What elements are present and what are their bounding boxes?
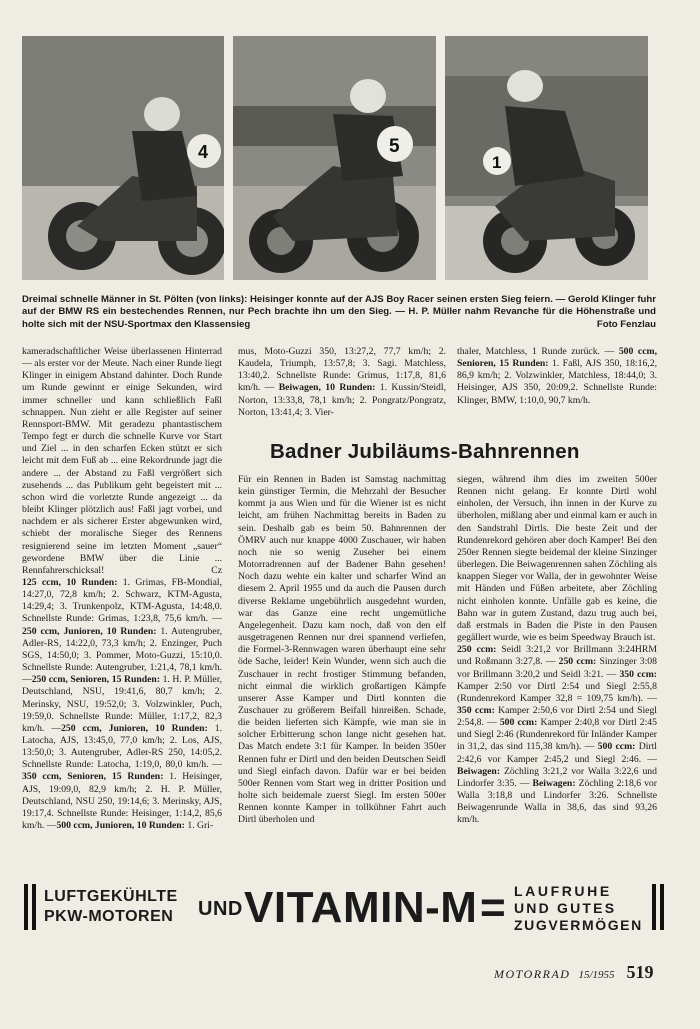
result-heading: 500 ccm: <box>597 741 636 753</box>
result-text: Kamper 2:50,6 vor Dirtl 2:54 und Siegl 2:54,8. — <box>457 704 657 729</box>
result-heading: 125 ccm, 10 Runden: <box>22 576 118 588</box>
ad-left-line-1: LUFTGEKÜHLTE <box>44 888 178 905</box>
result-text: 1. Latocha, AJS, 13:45,0, 77,0 km/h; 2. Los, AJS, 13:50,0; 3. Autengruber, Adler-RS 250, 14:05,2. Schnellste Runde: Latocha, 1:19,0, 80,0 km/h. — <box>22 722 223 771</box>
ad-vitamin-m: VITAMIN-M <box>244 883 478 932</box>
col1-signature: Cz <box>211 564 222 576</box>
result-heading: 350 ccm: <box>457 704 495 716</box>
result-heading: 250 ccm, Senioren, 15 Runden: <box>31 674 161 686</box>
result-heading: Beiwagen, 10 Runden: <box>278 382 376 394</box>
result-heading: 350 ccm, Senioren, 15 Runden: <box>22 771 164 783</box>
ad-bar-left-2 <box>32 884 36 930</box>
result-heading: 250 ccm: <box>457 644 497 656</box>
col3-results <box>457 644 657 826</box>
photo-mueller-image <box>445 36 648 280</box>
col1-paragraph <box>22 346 222 577</box>
col3-signature: HRM <box>634 644 657 656</box>
ad-bar-right-1 <box>652 884 656 930</box>
result-heading: Beiwagen: <box>532 777 576 789</box>
ad-bar-left-1 <box>24 884 28 930</box>
photo-number-5: 5 <box>389 136 400 157</box>
footer-issue: 15/1955 <box>578 969 615 981</box>
result-heading: 250 ccm, Junioren, 10 Runden: <box>61 722 208 734</box>
result-heading: 250 ccm: <box>558 656 597 668</box>
col2-top-results <box>238 346 446 419</box>
ad-und: UND <box>198 898 243 920</box>
result-heading: 500 ccm, Senioren, 15 Runden: <box>457 346 658 370</box>
result-heading: 500 ccm, Junioren, 10 Runden: <box>56 820 185 832</box>
result-heading: 350 ccm: <box>619 668 658 680</box>
photo-heisinger <box>22 36 224 280</box>
result-text: Seidl 3:21,2 vor Brillmann 3:24 und Roßmann 3:27,8. — <box>457 644 635 668</box>
result-text: Sinzinger 3:08 vor Brillmann 3:20,2 und Seidl 3:21. — <box>457 656 657 680</box>
column-right-top <box>457 346 657 407</box>
column-right-article <box>457 474 657 827</box>
page-number: 519 <box>626 962 654 982</box>
result-text: thaler, Matchless, 1 Runde zurück. — <box>457 346 615 357</box>
photo-credit: Foto Fenzlau <box>596 318 656 330</box>
ad-left-line-2: PKW-MOTOREN <box>44 908 174 925</box>
page-footer <box>494 962 654 983</box>
result-text: 1. Faßl, AJS 350, 18:16,2, 86,9 km/h; 2. Volzwinkler, Matchless, 18:44,0; 3. Heisinger, AJS 350, 20:09,2. Schnellste Runde: Klinger, BMW, 1:10,0, 90,7 km/h. <box>457 358 657 406</box>
photo-number-1: 1 <box>492 153 502 172</box>
ad-right-line-3: ZUGVERMÖGEN <box>514 917 643 933</box>
ad-right-line-2: UND GUTES <box>514 900 617 916</box>
advertisement-banner <box>22 876 666 940</box>
caption-text: Dreimal schnelle Männer in St. Pölten (von links): Heisinger konnte auf der AJS Boy Racer seinen ersten Sieg feiern. — Gerold Klinger fuhr auf der BMW RS ein bestechendes Rennen, nur Pech brachte ihn um den Sieg. — H. P. Müller nahm Revanche für die Höhenstraße und holte sich mit der NSU-Sportmax den Klassensieg <box>22 294 656 330</box>
result-text: 1. H. P. Müller, Deutschland, NSU, 19:41,6, 80,7 km/h; 2. Merinsky, NSU, 19:52,0; 3. Volzwinkler, Puch, 19:59,0. Schnellste Runde: Müller, 1:17,2, 82,3 km/h. — <box>22 674 222 734</box>
col2-article-text: Für ein Rennen in Baden ist Samstag nachmittag kein günstiger Termin, die Mehrzahl der Besucher kommt ja aus Wien und für die Wiener ist es nicht leicht, am frühen Nachmittag bereits in Baden zu sein. Deshalb gab es beim 50. Bahnrennen der ÖMRV auch nur knappe 4000 Zuschauer, wir haben noch nie so wenig Zuseher bei einem Motorradrennen auf der Badener Bahn gesehen! Noch dazu wehte ein kalter und scharfer Wind an diesem 2. April 1955 und da auch die Pausen durch diverse Reklame ungebührlich ausgedehnt wurden, war das Ganze eine recht ungemütliche Angelegenheit. Dazu kam noch, daß von den elf ausgetragenen Rennen nur drei spannend verliefen, die Formel-3-Rennwagen waren überhaupt eine sehr öde Sache, leider! Kein Wunder, wenn sich auch die Zuschauer in recht frostiger Stimmung befanden, nicht einmal die wirklich großartigen Kämpfe unserer Asse Kamper und Dirtl konnten die Zuschauer zu größerem Beifall hinreißen. Schade, die beiden lieferten sich Kämpfe, wie man sie in solcher Erbitterung schon lange nicht gesehen hat. Das Match endete 3:1 für Kamper. In beiden 350er Rennen fuhr er Dirtl und den beiden Deutschen Seidl und Siegl einfach davon. Dafür war er bei beiden 500er Rennen vom Start weg in dritter Position und holte sich beidemale zuerst Siegl. Im ersten 500er Rennen konnte Kamper in tollkühner Fahrt auch Dirtl überholen und <box>238 474 446 826</box>
photo-caption <box>22 294 656 331</box>
ad-equals: = <box>480 883 507 932</box>
photo-heisinger-image <box>22 36 224 280</box>
column-middle-top <box>238 346 446 419</box>
ad-right-line-1: LAUFRUHE <box>514 883 612 899</box>
result-text: 1. Gri- <box>184 820 214 832</box>
result-text: Dirtl 2:42,6 vor Kamper 2:45,2 und Siegl 2:46. — <box>457 741 657 765</box>
col1-text: kameradschaftlicher Weise überlassenen Hinterrad — als erster vor der Meute. Nach einer Runde liegt Klinger in einigem Abstand dahinter. Doch Runde um Runde gewinnt er einige Sekunden, wird immer schneller und kann schließlich Faßl schnappen. Nun zieht er alle Register auf seiner Rennsport-BMW. Mit geradezu phantastischem Tempo fegt er durch die schnelle Kurve vor Start und Ziel ... in den scharfen Ecken stützt er sich leicht mit dem Fuß ab ... eine Rekordrunde jagt die andere ... der Abstand zu Faßl vergrößert sich zusehends ... das Publikum geht begeistert mit ... schon wird die vorletzte Runde angezeigt ... da bleibt Klinger plötzlich aus! Faßl jagt vorbei, und nachdem er als sicherer Erster abgewunken wird, schiebt der moralische Sieger des Rennens resignierend seine im letzten Moment „sauer“ gewordene BMW über die Linie ... Rennfahrerschicksal! <box>22 346 222 576</box>
column-middle-article <box>238 474 446 827</box>
result-heading: Beiwagen: <box>457 765 501 777</box>
result-text: 1. Grimas, FB-Mondial, 14:27,0, 72,8 km/h; 2. Schwarz, KTM-Agusta, 14:29,4; 3. Trunkenpolz, KTM-Agusta, 14:48,0. Schnellste Runde: Grimas, 1:23,8, 75,6 km/h. — <box>22 576 222 625</box>
col3-text: siegen, während ihm dies im zweiten 500er Rennen nicht gelang. Er konnte Dirtl wohl einholen, der Versuch, ihn innen in der Kurve zu überholen, mißlang aber und einmal kam er auch in den Sandstrahl Dirtls. Die beste Zeit und der Rundenrekord gehören aber doch Kamper! Bei den 250er Rennen siegte beidemal der kleine Sinzinger überlegen. Die Beiwagenrennen sahen Zöchling als knappen Sieger vor Walla, der in gewohnter Weise mit Händen und Füßen arbeitete, aber Zöchling nicht einholen konnte. Unfälle gab es keine, die Bahn war in gutem Zustand, dazu trug auch bei, daß erstmals in Baden die Piste in den Pausen gegällert wurde, wie es beim Speedway Brauch ist. <box>457 474 657 644</box>
article-headline: Badner Jubiläums-Bahnrennen <box>270 440 580 463</box>
result-text: Kamper 2:40,8 vor Dirtl 2:45 und Siegl 2:46 (Rundenrekord für Inländer Kamper in 31,2, das sind 115,38 km/h). — <box>457 717 657 753</box>
result-text: 1. Autengruber, Adler-RS, 14:22,0, 73,3 km/h; 2. Enzinger, Puch SGS, 14:50,0; 3. Pommer, Moto-Guzzi, 15:10,0. Schnellste Runde: Autengruber, 1:21,4, 78,1 km/h. — <box>22 625 222 686</box>
photo-klinger-image <box>233 36 436 280</box>
result-heading: 250 ccm, Junioren, 10 Runden: <box>22 625 157 637</box>
result-text: 1. Heisinger, AJS, 19:09,0, 82,9 km/h; 2. H. P. Müller, Deutschland, NSU 250, 19:14,6; 3. Merinsky, AJS, 19:17,4. Schnellste Runde: Heisinger, 1:14,2, 85,6 km/h. — <box>22 771 222 832</box>
ad-bar-right-2 <box>660 884 664 930</box>
result-text: Kamper 2:50 vor Dirtl 2:54 und Siegl 2:55,8 (Rundenrekord Kamper 32,8 = 109,75 km/h). — <box>457 680 657 704</box>
photo-number-4: 4 <box>198 142 209 162</box>
col3-top-results <box>457 346 657 407</box>
photo-klinger <box>233 36 436 280</box>
footer-magazine: MOTORRAD <box>494 967 571 981</box>
result-text: Zöchling 2:18,6 vor Walla 3:18,8 und Lindorfer 3:26. Schnellste Beiwagenrunde Walla in 38,6, das sind 93,26 km/h. <box>457 777 657 826</box>
result-heading: 500 ccm: <box>499 717 538 729</box>
result-text: 1. Kussin/Steidl, Norton, 13:33,8, 78,1 km/h; 2. Pongratz/Pongratz, Norton, 13:41,4; 3. Vier- <box>238 382 447 418</box>
result-text: mus, Moto-Guzzi 350, 13:27,2, 77,7 km/h; 2. Kaudela, Triumph, 13:57,8; 3. Sagi. Matchless, 13:40,2. Schnellste Runde: Grimus, 1:17,8, 81,6 km/h. — <box>238 346 446 394</box>
result-text: Zöchling 3:21,2 vor Walla 3:22,6 und Lindorfer 3:35. — <box>457 765 657 789</box>
column-left <box>22 346 222 832</box>
col1-results <box>22 577 222 832</box>
photo-mueller <box>445 36 648 280</box>
